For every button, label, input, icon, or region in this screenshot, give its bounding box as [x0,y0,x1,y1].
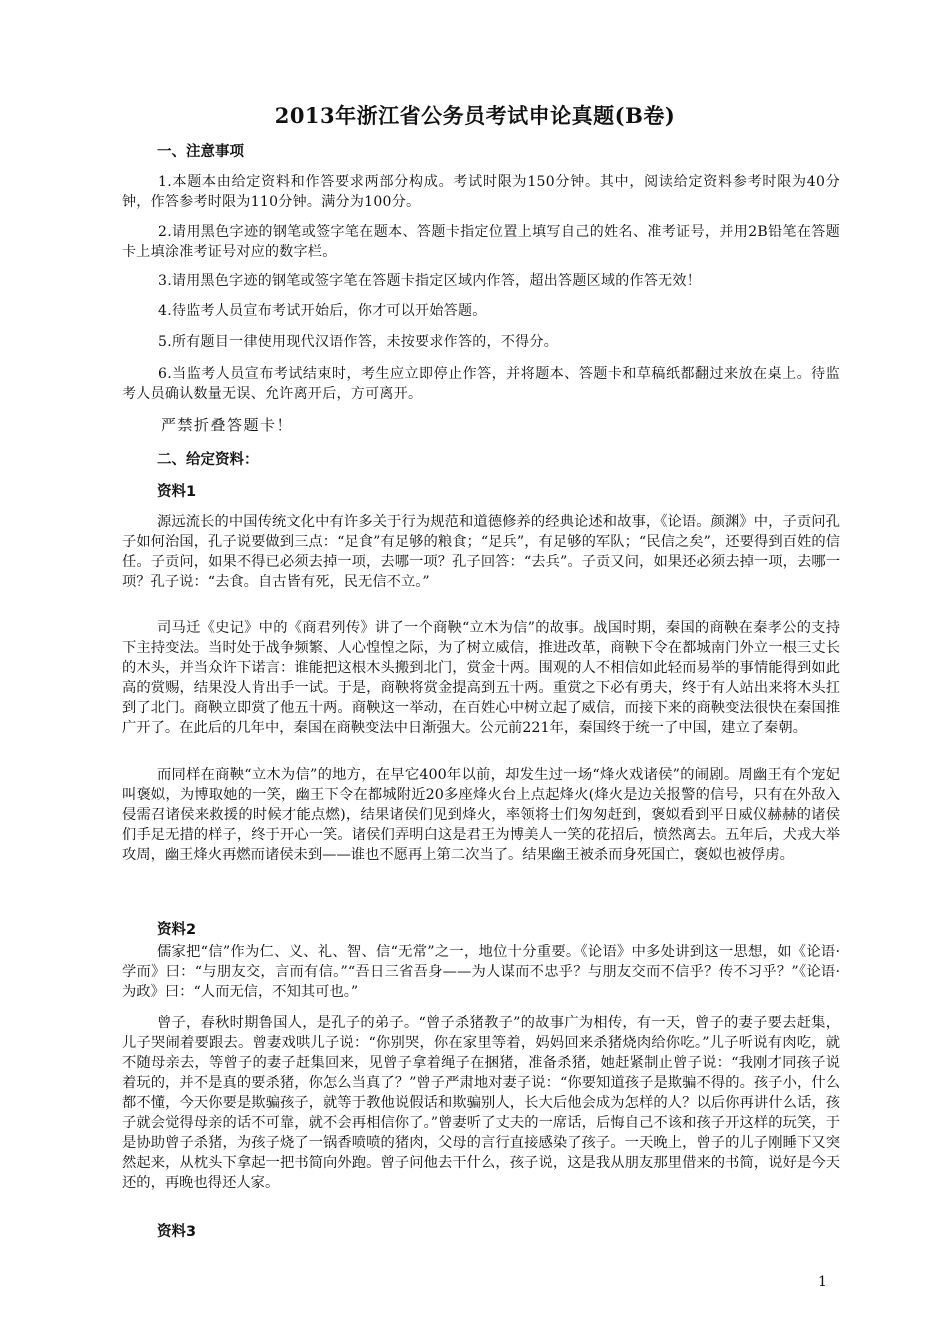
section-heading-notes: 一、注意事项 [157,144,244,160]
note-item-1: 1.本题本由给定资料和作答要求两部分构成。考试时限为150分钟。其中，阅读给定资料参考时限为40分钟，作答参考时限为110分钟。满分为100分。 [122,174,840,210]
warning-text: 严禁折叠答题卡！ [161,416,294,434]
note-item-2: 2.请用黑色字迹的钢笔或签字笔在题本、答题卡指定位置上填写自己的姓名、准考证号，并用2B铅笔在答题卡上填涂准考证号对应的数字栏。 [122,224,840,260]
material-1-heading: 资料1 [157,484,197,500]
material-2-paragraph-2: 曾子，春秋时期鲁国人，是孔子的弟子。“曾子杀猪教子”的故事广为相传，有一天，曾子的妻子要去赶集，儿子哭闹着要跟去。曾妻戏哄儿子说：“你别哭，你在家里等着，妈妈回来杀猪烧肉给你吃。”儿子听说有肉吃，就不随母亲去，等曾子的妻子赶集回来，见曾子拿着绳子在捆猪，准备杀猪，她赶紧制止曾子说：“我刚才同孩子说着玩的，并不是真的要杀猪，你怎么当真了？”曾子严肃地对妻子说：“你要知道孩子是欺骗不得的。孩子小，什么都不懂，今天你要是欺骗孩子，就等于教他说假话和欺骗别人，长大后他会成为怎样的人？以后你再讲什么话，孩子就会觉得母亲的话不可靠，就不会再相信你了。”曾妻听了丈夫的一席话，后悔自己不该和孩子开这样的玩笑，于是协助曾子杀猪，为孩子烧了一锅香喷喷的猪肉，父母的言行直接感染了孩子。一天晚上，曾子的儿子刚睡下又突然起来，从枕头下拿起一把书简向外跑。曾子问他去干什么，孩子说，这是我从朋友那里借来的书简，说好是今天还的，再晚也得还人家。 [122,1015,840,1191]
material-1-paragraph-3: 而同样在商鞅“立木为信”的地方，在早它400年以前，却发生过一场“烽火戏诸侯”的闹剧。周幽王有个宠妃叫褒姒，为博取她的一笑，幽王下令在都城附近20多座烽火台上点起烽火(烽火是边关报警的信号，只有在外敌入侵需召诸侯来救援的时候才能点燃)，结果诸侯们见到烽火，率领将士们匆匆赶到，褒姒看到平日威仪赫赫的诸侯们手足无措的样子，终于开心一笑。诸侯们弄明白这是君王为博美人一笑的花招后，愤然离去。五年后，犬戎大举攻周，幽王烽火再燃而诸侯未到——谁也不愿再上第二次当了。结果幽王被杀而身死国亡，褒姒也被俘虏。 [122,767,840,863]
note-item-5: 5.所有题目一律使用现代汉语作答，未按要求作答的，不得分。 [158,334,559,350]
material-1-paragraph-2: 司马迁《史记》中的《商君列传》讲了一个商鞅“立木为信”的故事。战国时期，秦国的商鞅在秦孝公的支持下主持变法。当时处于战争频繁、人心惶惶之际，为了树立威信，推进改革，商鞅下令在都城南门外立一根三丈长的木头，并当众许下诺言：谁能把这根木头搬到北门，赏金十两。围观的人不相信如此轻而易举的事情能得到如此高的赏赐，结果没人肯出手一试。于是，商鞅将赏金提高到五十两。重赏之下必有勇夫，终于有人站出来将木头扛到了北门。商鞅立即赏了他五十两。商鞅这一举动，在百姓心中树立起了威信，而接下来的商鞅变法很快在秦国推广开了。在此后的几年中，秦国在商鞅变法中日渐强大。公元前221年，秦国终于统一了中国，建立了秦朝。 [122,620,840,736]
note-item-6: 6.当监考人员宣布考试结束时，考生应立即停止作答，并将题本、答题卡和草稿纸都翻过来放在桌上。待监考人员确认数量无误、允许离开后，方可离开。 [122,366,840,402]
section-heading-materials: 二、给定资料： [157,452,259,468]
note-item-3: 3.请用黑色字迹的钢笔或签字笔在答题卡指定区域内作答，超出答题区域的作答无效！ [158,273,702,289]
document-title: 2013年浙江省公务员考试申论真题(B卷) [274,103,676,128]
material-3-heading: 资料3 [157,1224,197,1240]
material-2-paragraph-1: 儒家把“信”作为仁、义、礼、智、信“无常”之一，地位十分重要。《论语》中多处讲到这一思想，如《论语·学而》曰：“与朋友交，言而有信。”“吾日三省吾身——为人谋而不忠乎？与朋友交而不信乎？传不习乎？”《论语·为政》曰：“人而无信，不知其可也。” [122,944,840,1000]
material-1-paragraph-1: 源远流长的中国传统文化中有许多关于行为规范和道德修养的经典论述和故事，《论语。颜渊》中，子贡问孔子如何治国，孔子说要做到三点：“足食”有足够的粮食；“足兵”，有足够的军队；“民信之矣”，还要得到百姓的信任。子贡问，如果不得已必须去掉一项，去哪一项？孔子回答：“去兵”。子贡又问，如果还必须去掉一项，去哪一项？孔子说：“去食。自古皆有死，民无信不立。” [122,514,840,590]
page-number: 1 [818,1274,827,1290]
note-item-4: 4.待监考人员宣布考试开始后，你才可以开始答题。 [158,303,487,319]
material-2-heading: 资料2 [157,922,197,938]
